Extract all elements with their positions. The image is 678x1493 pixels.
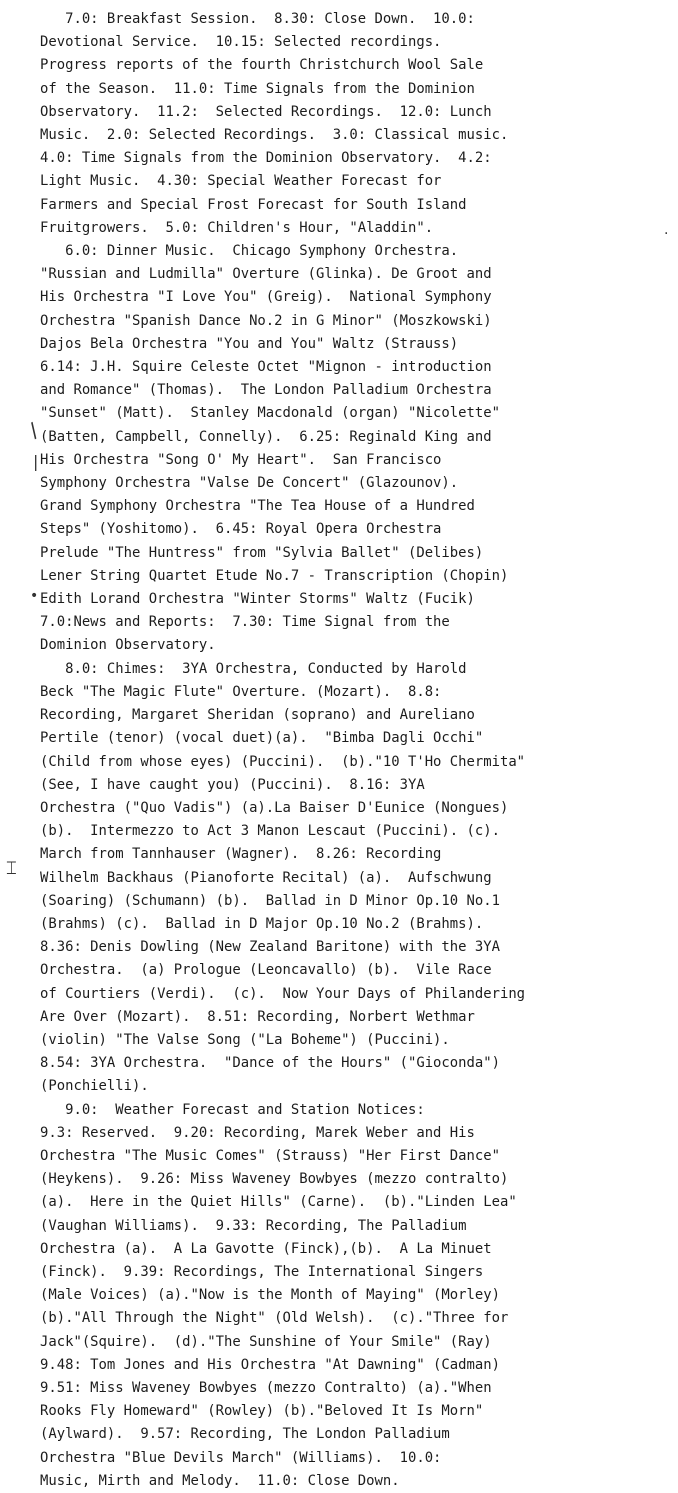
text-line: Devotional Service. 10.15: Selected recordings. <box>40 34 442 51</box>
text-line: Are Over (Mozart). 8.51: Recording, Norbert Wethmar <box>40 1008 475 1025</box>
text-line: Light Music. 4.30: Special Weather Forecast for <box>40 173 442 190</box>
text-line: Farmers and Special Frost Forecast for South Island <box>40 196 467 213</box>
text-line: (Batten, Campbell, Connelly). 6.25: Reginald King and <box>40 428 492 445</box>
text-line: Orchestra "The Music Comes" (Strauss) "Her First Dance" <box>40 1147 500 1164</box>
text-line: 8.0: Chimes: 3YA Orchestra, Conducted by Harold <box>40 660 467 677</box>
text-line: Edith Lorand Orchestra "Winter Storms" Waltz (Fucik) <box>40 591 475 608</box>
text-line: (b)."All Through the Night" (Old Welsh). (c)."Three for <box>40 1310 509 1327</box>
text-line: Dominion Observatory. <box>40 637 216 654</box>
edge-speck: · <box>664 226 669 242</box>
text-line: Observatory. 11.2: Selected Recordings. 12.0: Lunch <box>40 103 492 120</box>
text-line: 9.0: Weather Forecast and Station Notices: <box>40 1101 425 1118</box>
text-line: Orchestra "Spanish Dance No.2 in G Minor" (Moszkowski) <box>40 312 492 329</box>
text-line: His Orchestra "Song O' My Heart". San Francisco <box>40 451 442 468</box>
text-line: Wilhelm Backhaus (Pianoforte Recital) (a). Aufschwung <box>40 869 492 886</box>
text-line: "Sunset" (Matt). Stanley Macdonald (organ) "Nicolette" <box>40 405 500 422</box>
text-line: "Russian and Ludmilla" Overture (Glinka). De Groot and <box>40 266 492 283</box>
text-line: Rooks Fly Homeward" (Rowley) (b)."Beloved It Is Morn" <box>40 1403 484 1420</box>
text-line: Music. 2.0: Selected Recordings. 3.0: Classical music. <box>40 127 509 144</box>
text-line: 4.0: Time Signals from the Dominion Observatory. 4.2: <box>40 150 492 167</box>
text-line: (Soaring) (Schumann) (b). Ballad in D Minor Op.10 No.1 <box>40 892 500 909</box>
text-line: (Aylward). 9.57: Recording, The London Palladium <box>40 1426 450 1443</box>
radio-programme-text <box>40 8 676 1493</box>
text-line: Orchestra ("Quo Vadis") (a).La Baiser D'Eunice (Nongues) <box>40 799 509 816</box>
text-line: of the Season. 11.0: Time Signals from the Dominion <box>40 80 475 97</box>
text-line: (Child from whose eyes) (Puccini). (b)."10 T'Ho Chermita" <box>40 753 526 770</box>
text-line: Orchestra "Blue Devils March" (Williams). 10.0: <box>40 1449 442 1466</box>
text-line: His Orchestra "I Love You" (Greig). National Symphony <box>40 289 492 306</box>
text-line: Beck "The Magic Flute" Overture. (Mozart). 8.8: <box>40 683 442 700</box>
text-line: (Brahms) (c). Ballad in D Major Op.10 No.2 (Brahms). <box>40 915 484 932</box>
text-line: 9.3: Reserved. 9.20: Recording, Marek Weber and His <box>40 1124 475 1141</box>
text-line: Prelude "The Huntress" from "Sylvia Ballet" (Delibes) <box>40 544 484 561</box>
text-line: 9.48: Tom Jones and His Orchestra "At Dawning" (Cadman) <box>40 1356 500 1373</box>
text-line: (a). Here in the Quiet Hills" (Carne). (b)."Linden Lea" <box>40 1194 517 1211</box>
text-line: Recording, Margaret Sheridan (soprano) and Aureliano <box>40 707 475 724</box>
text-line: 7.0: Breakfast Session. 8.30: Close Down. 10.0: <box>40 11 475 27</box>
margin-dot: • <box>30 588 39 604</box>
text-line: (Ponchielli). <box>40 1078 149 1095</box>
text-line: 8.36: Denis Dowling (New Zealand Baritone) with the 3YA <box>40 939 500 956</box>
text-line: 9.51: Miss Waveney Bowbyes (mezzo Contralto) (a)."When <box>40 1379 492 1396</box>
text-line: Symphony Orchestra "Valse De Concert" (Glazounov). <box>40 475 459 492</box>
margin-bracket-mark: | <box>33 452 39 471</box>
text-cursor-icon: ⌶ <box>6 858 17 879</box>
text-line: (Vaughan Williams). 9.33: Recording, The Palladium <box>40 1217 467 1234</box>
text-line: Lener String Quartet Etude No.7 - Transcription (Chopin) <box>40 567 509 584</box>
text-line: Fruitgrowers. 5.0: Children's Hour, "Aladdin". <box>40 219 434 236</box>
text-line: Pertile (tenor) (vocal duet)(a). "Bimba Dagli Occhi" <box>40 730 484 747</box>
text-line: and Romance" (Thomas). The London Palladium Orchestra <box>40 382 492 399</box>
text-line: Orchestra (a). A La Gavotte (Finck),(b). A La Minuet <box>40 1240 492 1257</box>
text-line: (Finck). 9.39: Recordings, The International Singers <box>40 1263 484 1280</box>
text-line: (violin) "The Valse Song ("La Boheme") (Puccini). <box>40 1031 450 1048</box>
text-line: Progress reports of the fourth Christchurch Wool Sale <box>40 57 484 74</box>
text-line: (Male Voices) (a)."Now is the Month of Maying" (Morley) <box>40 1287 500 1304</box>
text-line: 8.54: 3YA Orchestra. "Dance of the Hours" ("Gioconda") <box>40 1055 500 1072</box>
text-line: 6.0: Dinner Music. Chicago Symphony Orchestra. <box>40 243 459 260</box>
text-line: (See, I have caught you) (Puccini). 8.16: 3YA <box>40 776 425 793</box>
margin-pen-stroke: / <box>24 417 43 443</box>
text-line: (b). Intermezzo to Act 3 Manon Lescaut (Puccini). (c). <box>40 823 500 840</box>
text-line: (Heykens). 9.26: Miss Waveney Bowbyes (mezzo contralto) <box>40 1171 509 1188</box>
text-line: Jack"(Squire). (d)."The Sunshine of Your Smile" (Ray) <box>40 1333 492 1350</box>
text-line: of Courtiers (Verdi). (c). Now Your Days of Philandering <box>40 985 526 1002</box>
text-line: 6.14: J.H. Squire Celeste Octet "Mignon - introduction <box>40 359 492 376</box>
text-line: Dajos Bela Orchestra "You and You" Waltz (Strauss) <box>40 335 459 352</box>
text-line: Grand Symphony Orchestra "The Tea House of a Hundred <box>40 498 475 515</box>
text-line: March from Tannhauser (Wagner). 8.26: Recording <box>40 846 442 863</box>
text-line: 7.0:News and Reports: 7.30: Time Signal from the <box>40 614 450 631</box>
text-line: Steps" (Yoshitomo). 6.45: Royal Opera Orchestra <box>40 521 442 538</box>
text-line: Orchestra. (a) Prologue (Leoncavallo) (b). Vile Race <box>40 962 492 979</box>
text-line: Music, Mirth and Melody. 11.0: Close Down. <box>40 1472 400 1489</box>
